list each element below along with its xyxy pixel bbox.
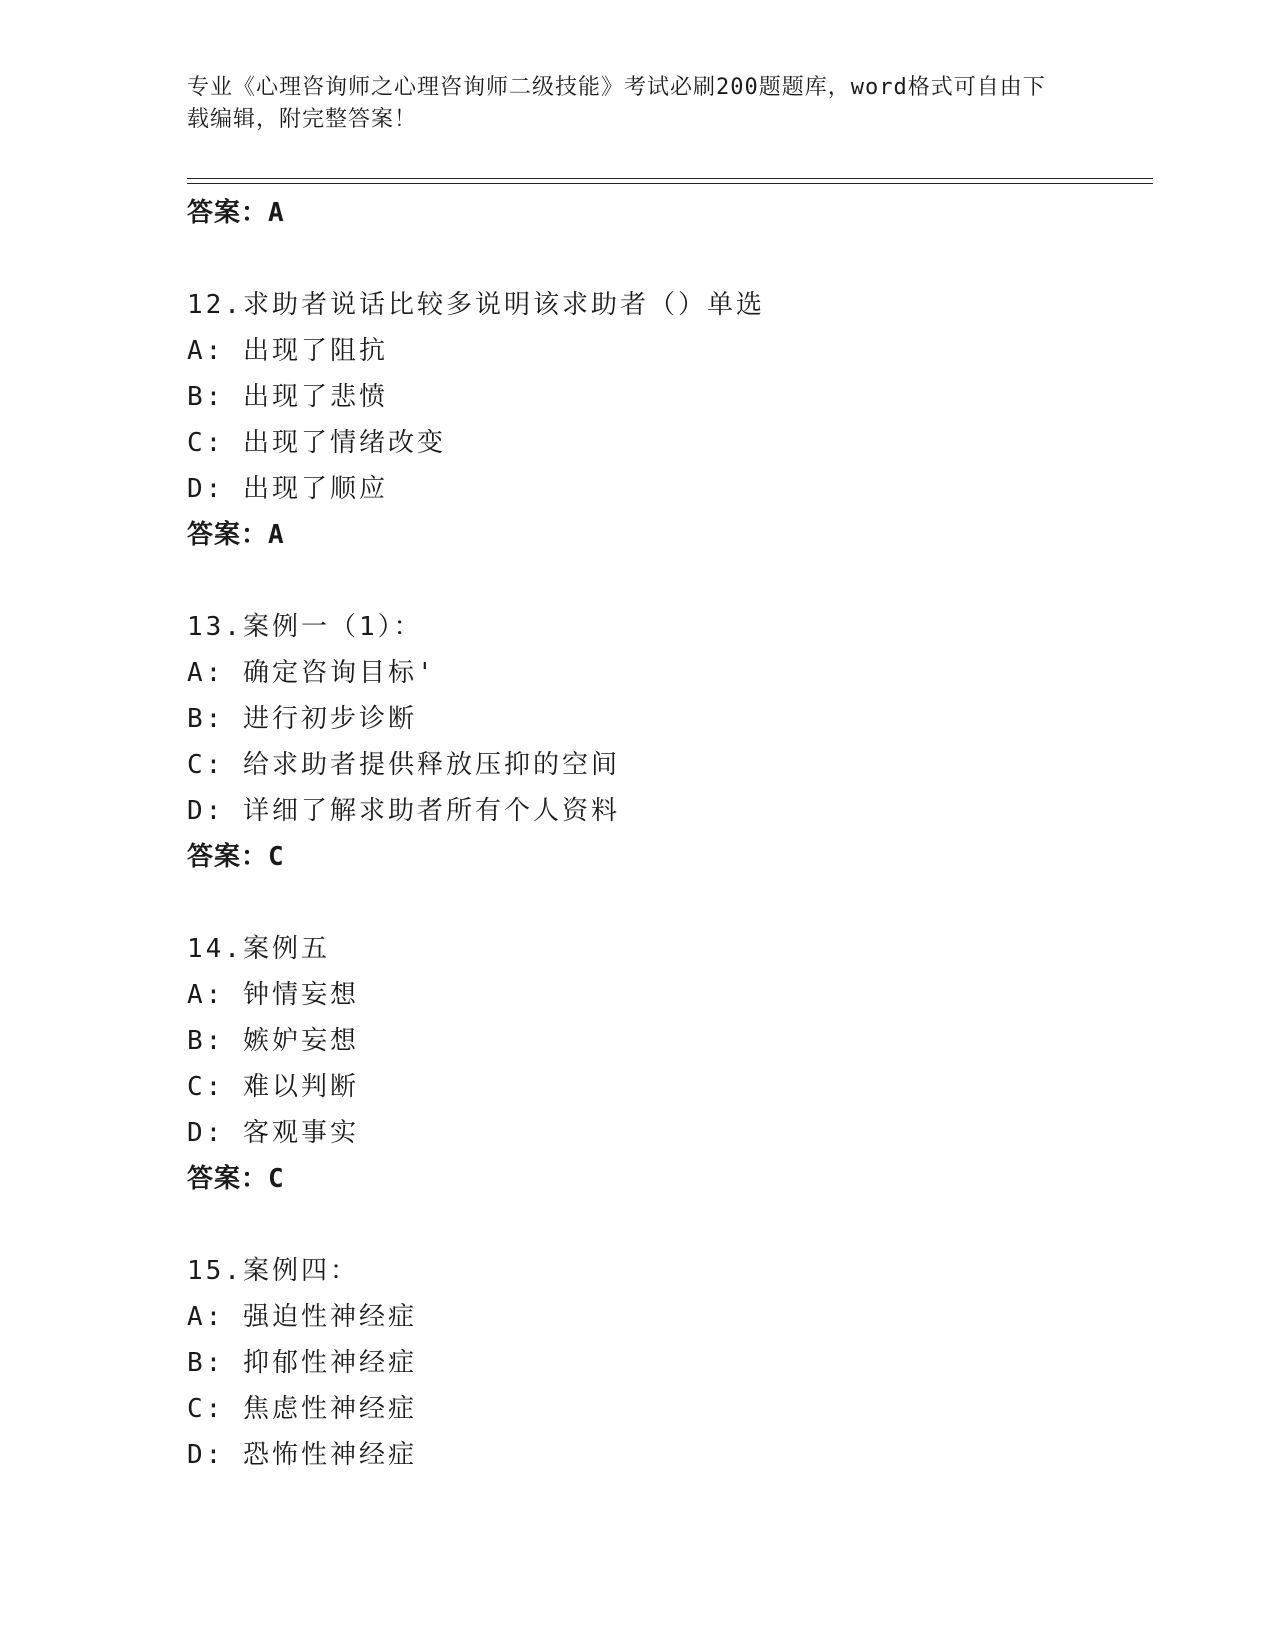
question-12-option-b: B: 出现了悲愤: [187, 382, 388, 412]
header-divider-bottom: [187, 183, 1153, 184]
question-12-stem: 12.求助者说话比较多说明该求助者（）单选: [187, 290, 765, 320]
question-15-option-c: C: 焦虑性神经症: [187, 1394, 417, 1424]
question-14-option-d: D: 客观事实: [187, 1118, 359, 1148]
header-divider-top: [187, 178, 1153, 179]
question-14-option-a: A: 钟情妄想: [187, 980, 359, 1010]
question-12-option-c: C: 出现了情绪改变: [187, 428, 446, 458]
question-13-option-b: B: 进行初步诊断: [187, 704, 417, 734]
answer-12: 答案：A: [187, 520, 285, 550]
answer-11: 答案：A: [187, 198, 285, 228]
question-13-option-c: C: 给求助者提供释放压抑的空间: [187, 750, 620, 780]
question-12-option-d: D: 出现了顺应: [187, 474, 388, 504]
question-13-stem: 13.案例一（1）：: [187, 612, 423, 642]
question-14-option-c: C: 难以判断: [187, 1072, 359, 1102]
answer-13: 答案：C: [187, 842, 285, 872]
question-12-option-a: A: 出现了阻抗: [187, 336, 388, 366]
question-13-option-a: A: 确定咨询目标': [187, 658, 436, 688]
document-intro: 专业《心理咨询师之心理咨询师二级技能》考试必刷200题题库，word格式可自由下载编辑，附完整答案！: [187, 75, 1046, 132]
question-14-option-b: B: 嫉妒妄想: [187, 1026, 359, 1056]
question-13-option-d: D: 详细了解求助者所有个人资料: [187, 796, 620, 826]
question-15-option-d: D: 恐怖性神经症: [187, 1440, 417, 1470]
question-15-option-b: B: 抑郁性神经症: [187, 1348, 417, 1378]
answer-14: 答案：C: [187, 1164, 285, 1194]
question-14-stem: 14.案例五: [187, 934, 330, 964]
question-15-option-a: A: 强迫性神经症: [187, 1302, 417, 1332]
question-15-stem: 15.案例四：: [187, 1256, 359, 1286]
